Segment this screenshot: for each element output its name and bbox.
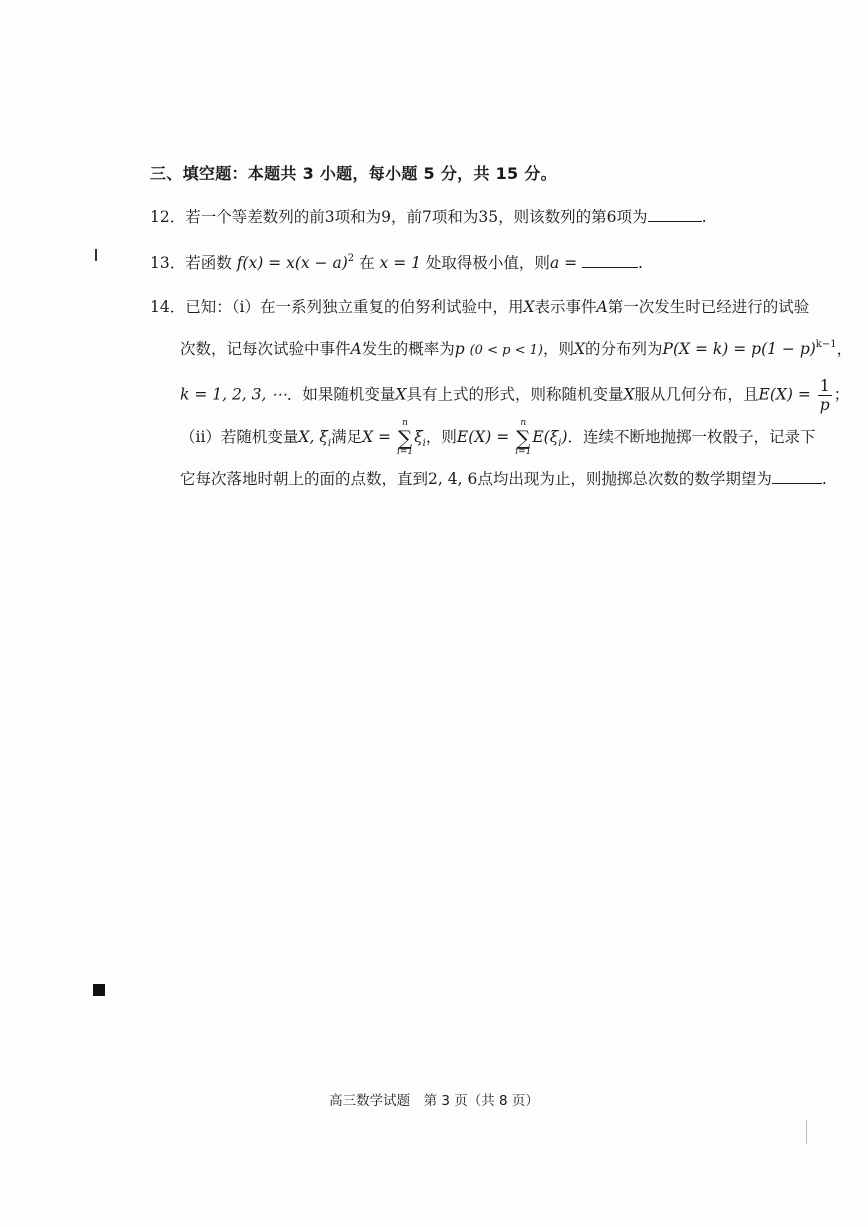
distribution-formula: P(X = k) = p(1 − p) <box>662 340 816 358</box>
question-14-line-4: （ii）若随机变量X, $\xi_i$满足X = n ∑ i=1 $\xi_i$，则E(X) = n ∑ i=1 $E(\xi_i)$．连续不断地抛掷一枚骰子，记录下 <box>180 418 816 457</box>
question-number: 14． <box>150 298 186 316</box>
summation-symbol: n ∑ i=1 <box>396 418 414 457</box>
answer-blank[interactable] <box>648 220 702 222</box>
fraction-one-over-p: $\frac{1}{p}$ <box>819 377 830 414</box>
answer-blank[interactable] <box>582 266 638 268</box>
question-14-line-2: 次数，记每次试验中事件A发生的概率为p (0 < p < 1)，则X的分布列为$P(X = k) = p(1 - p)^{k-1}$， <box>180 339 853 358</box>
answer-blank[interactable] <box>772 482 822 484</box>
function-expression: f(x) = x(x − a) <box>236 254 348 272</box>
question-14-line-1: 14．已知：（i）在一系列独立重复的伯努利试验中，用X表示事件A第一次发生时已经进行的试验 <box>150 298 810 316</box>
question-13: 13．若函数 $f(x) = x(x - a)^2$ 在 x = 1 处取得极小值，则a = . <box>150 253 643 272</box>
scan-alignment-mark <box>93 984 105 996</box>
question-14-line-3: k = 1, 2, 3, ⋯．如果随机变量X具有上式的形式，则称随机变量X服从几何分布，且E(X) = $\frac{1}{p}$ ； <box>180 377 850 414</box>
section-title: 三、填空题：本题共 3 小题，每小题 5 分，共 15 分。 <box>150 164 557 183</box>
scan-edge-line <box>806 1120 807 1144</box>
question-number: 13． <box>150 254 186 272</box>
page-footer: 高三数学试题 第 3 页（共 8 页） <box>329 1093 539 1109</box>
question-12: 12．若一个等差数列的前3项和为9，前7项和为35，则该数列的第6项为 . <box>150 208 707 226</box>
question-14-line-5: 它每次落地时朝上的面的点数，直到2, 4, 6点均出现为止，则抛掷总次数的数学期望为 . <box>180 470 827 488</box>
margin-tick-mark <box>95 249 97 261</box>
question-number: 12． <box>150 208 186 226</box>
summation-symbol: n ∑ i=1 <box>515 418 532 457</box>
